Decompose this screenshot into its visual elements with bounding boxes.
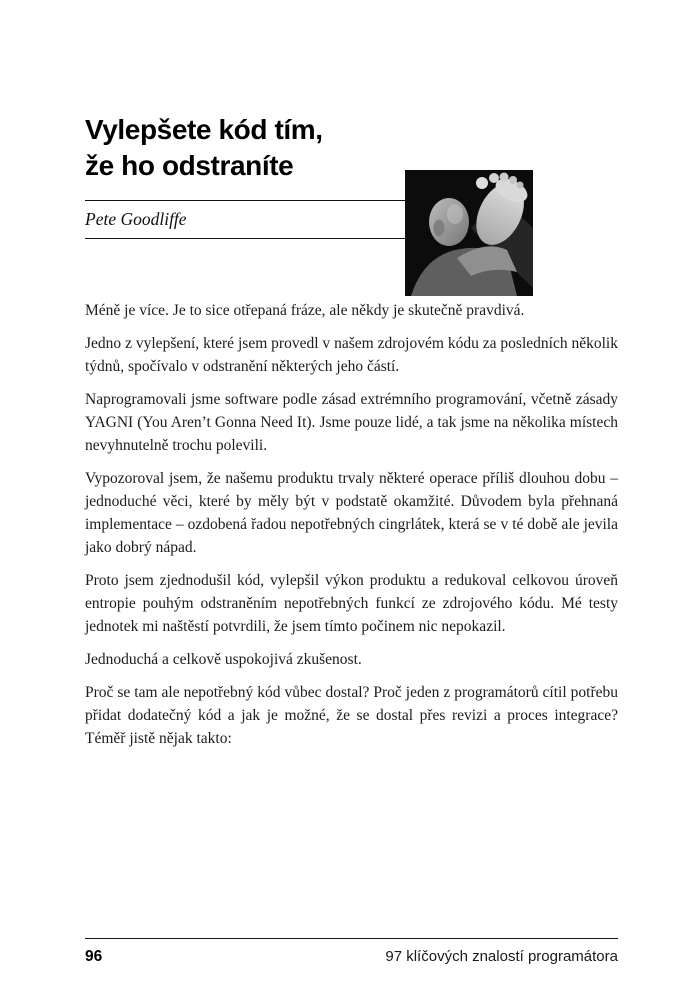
title-line-1: Vylepšete kód tím, xyxy=(85,114,323,145)
page-number: 96 xyxy=(85,948,103,965)
paragraph: Jedno z vylepšení, které jsem provedl v našem zdrojovém kódu za posledních několik týdnů, spočívalo v odstranění některých jeho částí. xyxy=(85,335,618,375)
paragraph: Jednoduchá a celkově uspokojivá zkušenost. xyxy=(85,651,362,668)
author-photo xyxy=(405,170,533,296)
paragraph: Naprogramovali jsme software podle zásad extrémního programování, včetně zásady YAGNI (You Aren’t Gonna Need It). Jsme pouze lidé, a tak jsme na několika místech nevyhnutelně trochu polevili. xyxy=(85,391,618,454)
body-text xyxy=(85,299,618,750)
page-footer xyxy=(85,938,618,966)
title-line-2: že ho odstraníte xyxy=(85,150,294,181)
author-name: Pete Goodliffe xyxy=(85,209,187,229)
chapter-header xyxy=(85,0,618,239)
author-photo-image xyxy=(405,170,533,296)
paragraph: Vypozoroval jsem, že našemu produktu trvaly některé operace příliš dlouhou dobu – jednoduché věci, které by měly být v podstatě okamžité. Důvodem byla přehnaná implementace – ozdobená řadou nepotřebných cingrlátek, která se v té době ale jevila jako dobrý nápad. xyxy=(85,470,618,556)
book-title: 97 klíčových znalostí programátora xyxy=(385,948,618,965)
paragraph: Proč se tam ale nepotřebný kód vůbec dostal? Proč jeden z programátorů cítil potřebu přidat dodatečný kód a jak je možné, že se dostal přes revizi a proces integrace? Téměř jistě nějak takto: xyxy=(85,684,618,747)
paragraph: Méně je více. Je to sice otřepaná fráze, ale někdy je skutečně pravdivá. xyxy=(85,302,525,319)
paragraph: Proto jsem zjednodušil kód, vylepšil výkon produktu a redukoval celkovou úroveň entropie pouhým odstraněním nepotřebných funkcí ze zdrojového kódu. Mé testy jednotek mi naštěstí potvrdili, že jsem tímto počinem nic nepokazil. xyxy=(85,572,618,635)
page-content xyxy=(85,0,618,760)
